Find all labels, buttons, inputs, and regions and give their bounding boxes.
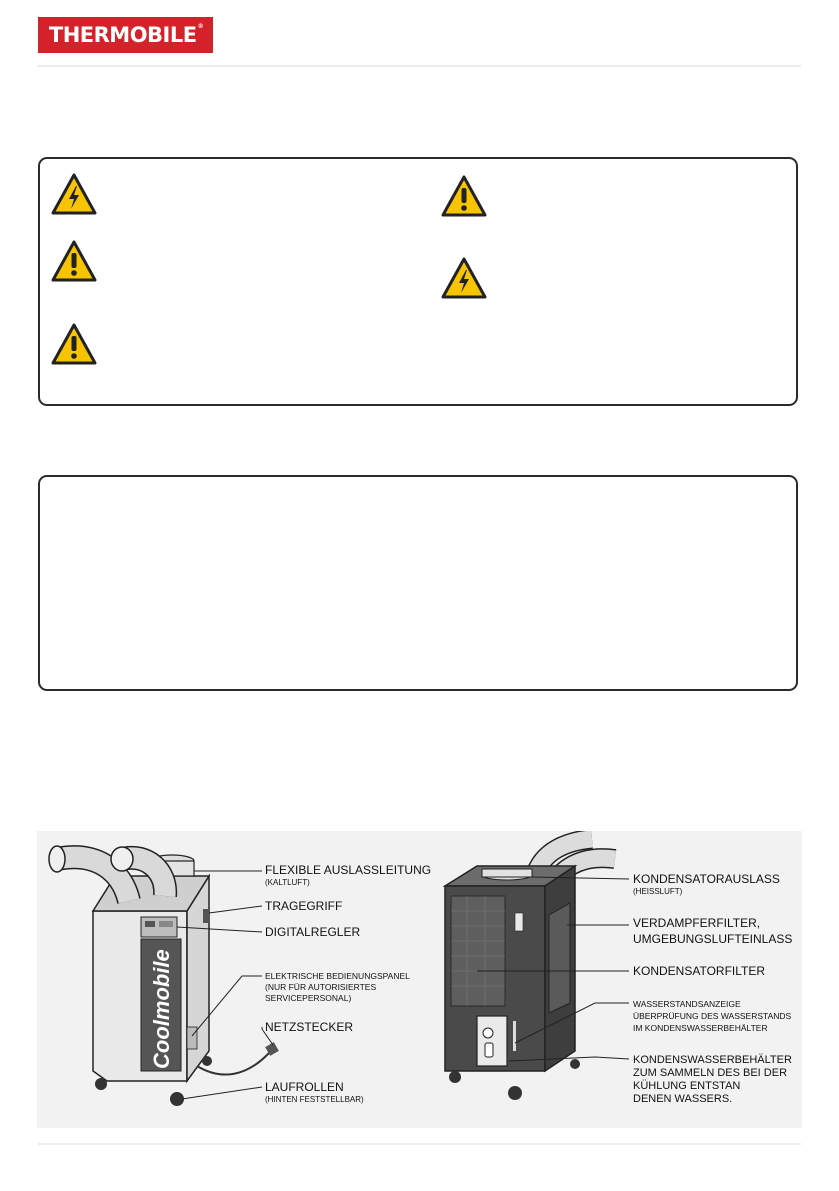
label-evaporator-filter-2: UMGEBUNGSLUFTEINLASS — [633, 932, 793, 946]
warning-icon — [50, 239, 98, 283]
label-electric-panel-3: SERVICEPERSONAL) — [265, 993, 352, 1003]
unit-diagram-svg — [37, 831, 802, 1128]
header-divider — [38, 65, 801, 67]
label-tank-4: DENEN WASSERS. — [633, 1093, 733, 1105]
label-handle: TRAGEGRIFF — [265, 899, 343, 913]
electric-hazard-icon — [50, 172, 98, 216]
safety-warnings-box — [38, 157, 798, 406]
label-condenser-filter: KONDENSATORFILTER — [633, 964, 766, 978]
label-tank-2: ZUM SAMMELN DES BEI DER — [633, 1067, 788, 1079]
product-illustration — [37, 831, 802, 1128]
warning-icon — [50, 322, 98, 366]
thermobile-logo — [38, 17, 213, 53]
label-plug: NETZSTECKER — [265, 1020, 354, 1034]
label-tank-1: KONDENSWASSERBEHÄLTER — [633, 1054, 792, 1066]
label-tank-3: KÜHLUNG ENTSTAN — [633, 1080, 741, 1092]
label-water-level-3: IM KONDENSWASSERBEHÄLTER — [633, 1023, 768, 1033]
label-condenser-outlet: KONDENSATORAUSLASS — [633, 872, 780, 886]
label-water-level-2: ÜBERPRÜFUNG DES WASSERSTANDS — [633, 1011, 792, 1021]
warning-icon — [440, 174, 488, 218]
product-brand-text: Coolmobile — [149, 949, 174, 1069]
electric-hazard-icon — [440, 256, 488, 300]
logo-text: THERMOBILE — [48, 23, 197, 47]
label-outlet-hose: FLEXIBLE AUSLASSLEITUNG — [265, 863, 432, 877]
label-wheels: LAUFROLLEN — [265, 1080, 344, 1094]
label-water-level-1: WASSERSTANDSANZEIGE — [633, 999, 741, 1009]
registered-mark: ® — [197, 22, 204, 30]
info-box — [38, 475, 798, 691]
footer-divider — [38, 1143, 801, 1145]
label-outlet-hose-note: (KALTLUFT) — [265, 878, 310, 887]
label-condenser-outlet-note: (HEISSLUFT) — [633, 887, 683, 896]
label-electric-panel-2: (NUR FÜR AUTORISIERTES — [265, 982, 377, 992]
label-digital-controller: DIGITALREGLER — [265, 925, 361, 939]
label-wheels-note: (HINTEN FESTSTELLBAR) — [265, 1095, 364, 1104]
label-evaporator-filter-1: VERDAMPFERFILTER, — [633, 916, 761, 930]
label-electric-panel-1: ELEKTRISCHE BEDIENUNGSPANEL — [265, 971, 410, 981]
